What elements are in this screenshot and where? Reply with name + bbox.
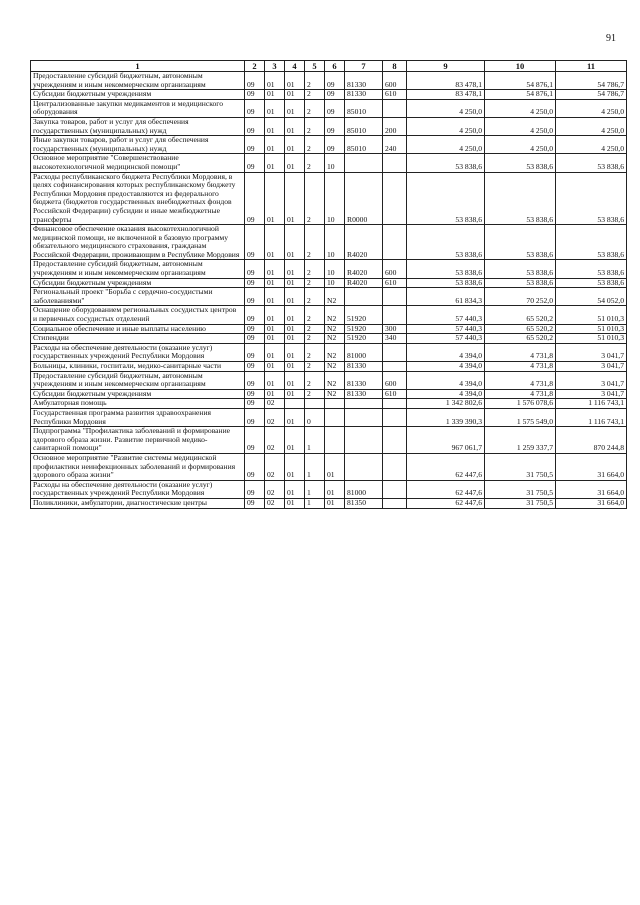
row-name-cell: Амбулаторная помощь	[31, 399, 245, 409]
expense-type-cell: 600	[383, 371, 407, 389]
section-code-cell: 09	[245, 72, 265, 90]
event-code-cell: 09	[325, 136, 345, 154]
amount-year1-cell: 4 250,0	[407, 136, 485, 154]
amount-year2-cell: 31 750,5	[485, 453, 556, 480]
amount-year1-cell: 1 339 390,3	[407, 408, 485, 426]
amount-year1-cell: 1 342 802,6	[407, 399, 485, 409]
table-row	[31, 427, 627, 454]
expense-type-cell: 610	[383, 389, 407, 399]
subsection-code-cell: 01	[265, 362, 285, 372]
subprogram-code-cell: 2	[305, 260, 325, 278]
amount-year3-cell: 870 244,8	[556, 427, 627, 454]
subprogram-code-cell: 2	[305, 324, 325, 334]
section-code-cell: 09	[245, 427, 265, 454]
table-row	[31, 225, 627, 260]
column-header: 9	[407, 61, 485, 72]
row-name-cell: Предоставление субсидий бюджетным, автономным учреждениям и иным некоммерческим организациям	[31, 72, 245, 90]
program-code-cell: 01	[285, 288, 305, 306]
subsection-code-cell: 01	[265, 324, 285, 334]
section-code-cell: 09	[245, 225, 265, 260]
amount-year1-cell: 57 440,3	[407, 334, 485, 344]
direction-code-cell: 81330	[345, 389, 383, 399]
program-code-cell: 01	[285, 136, 305, 154]
subsection-code-cell: 01	[265, 306, 285, 324]
table-row	[31, 72, 627, 90]
program-code-cell: 01	[285, 225, 305, 260]
event-code-cell: 09	[325, 90, 345, 100]
column-header: 10	[485, 61, 556, 72]
amount-year1-cell: 53 838,6	[407, 172, 485, 225]
amount-year3-cell: 53 838,6	[556, 172, 627, 225]
subsection-code-cell: 01	[265, 260, 285, 278]
amount-year1-cell: 4 394,0	[407, 371, 485, 389]
amount-year2-cell: 4 250,0	[485, 117, 556, 135]
program-code-cell: 01	[285, 408, 305, 426]
subsection-code-cell: 01	[265, 334, 285, 344]
column-header: 1	[31, 61, 245, 72]
direction-code-cell	[345, 427, 383, 454]
table-row	[31, 343, 627, 361]
amount-year3-cell: 31 664,0	[556, 453, 627, 480]
amount-year2-cell: 65 520,2	[485, 306, 556, 324]
subprogram-code-cell: 2	[305, 117, 325, 135]
column-header: 8	[383, 61, 407, 72]
amount-year3-cell: 3 041,7	[556, 389, 627, 399]
table-row	[31, 371, 627, 389]
amount-year1-cell: 4 250,0	[407, 99, 485, 117]
event-code-cell: N2	[325, 288, 345, 306]
amount-year2-cell: 4 250,0	[485, 99, 556, 117]
program-code-cell: 01	[285, 72, 305, 90]
event-code-cell: N2	[325, 334, 345, 344]
amount-year2-cell: 65 520,2	[485, 324, 556, 334]
amount-year3-cell: 31 664,0	[556, 498, 627, 508]
section-code-cell: 09	[245, 399, 265, 409]
amount-year2-cell: 53 838,6	[485, 225, 556, 260]
row-name-cell: Подпрограмма "Профилактика заболеваний и формирование здорового образа жизни. Развитие первичной медико-санитарной помощи"	[31, 427, 245, 454]
amount-year1-cell: 53 838,6	[407, 154, 485, 172]
page-number: 91	[606, 33, 616, 44]
program-code-cell: 01	[285, 480, 305, 498]
amount-year3-cell: 51 010,3	[556, 324, 627, 334]
row-name-cell: Поликлиники, амбулатории, диагностические центры	[31, 498, 245, 508]
program-code-cell: 01	[285, 278, 305, 288]
column-header: 6	[325, 61, 345, 72]
amount-year2-cell: 4 731,8	[485, 362, 556, 372]
expense-type-cell: 610	[383, 90, 407, 100]
expense-type-cell: 610	[383, 278, 407, 288]
subsection-code-cell: 01	[265, 172, 285, 225]
section-code-cell: 09	[245, 371, 265, 389]
expense-type-cell: 300	[383, 324, 407, 334]
section-code-cell: 09	[245, 453, 265, 480]
expense-type-cell: 340	[383, 334, 407, 344]
amount-year1-cell: 83 478,1	[407, 72, 485, 90]
subsection-code-cell: 02	[265, 408, 285, 426]
row-name-cell: Расходы республиканского бюджета Республики Мордовия, в целях софинансирования которых республиканскому бюджету Республики Мордовия предоставляются из федерального бюджета (бюджетов государственных внебюджетных фондов Российской Федерации) субсидии и иные межбюджетные трансферты	[31, 172, 245, 225]
amount-year1-cell: 61 834,3	[407, 288, 485, 306]
budget-table	[30, 60, 627, 509]
event-code-cell: 10	[325, 260, 345, 278]
amount-year1-cell: 53 838,6	[407, 278, 485, 288]
program-code-cell: 01	[285, 334, 305, 344]
expense-type-cell	[383, 408, 407, 426]
amount-year3-cell: 53 838,6	[556, 225, 627, 260]
direction-code-cell: 51920	[345, 306, 383, 324]
subprogram-code-cell: 2	[305, 136, 325, 154]
amount-year3-cell: 4 250,0	[556, 99, 627, 117]
amount-year2-cell: 70 252,0	[485, 288, 556, 306]
subsection-code-cell: 01	[265, 117, 285, 135]
column-header: 3	[265, 61, 285, 72]
amount-year3-cell: 51 010,3	[556, 334, 627, 344]
expense-type-cell	[383, 154, 407, 172]
direction-code-cell	[345, 408, 383, 426]
amount-year3-cell: 4 250,0	[556, 136, 627, 154]
subprogram-code-cell: 2	[305, 371, 325, 389]
expense-type-cell	[383, 498, 407, 508]
direction-code-cell	[345, 399, 383, 409]
subprogram-code-cell: 2	[305, 362, 325, 372]
row-name-cell: Расходы на обеспечение деятельности (оказание услуг) государственных учреждений Республики Мордовия	[31, 343, 245, 361]
subprogram-code-cell	[305, 399, 325, 409]
amount-year3-cell: 51 010,3	[556, 306, 627, 324]
expense-type-cell	[383, 306, 407, 324]
amount-year2-cell: 53 838,6	[485, 278, 556, 288]
table-row	[31, 498, 627, 508]
row-name-cell: Субсидии бюджетным учреждениям	[31, 278, 245, 288]
row-name-cell: Основное мероприятие "Развитие системы медицинской профилактики неинфекционных заболеваний и формирования здорового образа жизни"	[31, 453, 245, 480]
amount-year2-cell: 4 250,0	[485, 136, 556, 154]
row-name-cell: Оснащение оборудованием региональных сосудистых центров и первичных сосудистых отделений	[31, 306, 245, 324]
amount-year1-cell: 53 838,6	[407, 260, 485, 278]
amount-year2-cell: 31 750,5	[485, 480, 556, 498]
table-row	[31, 362, 627, 372]
event-code-cell: 10	[325, 154, 345, 172]
table-row	[31, 260, 627, 278]
event-code-cell: 10	[325, 278, 345, 288]
amount-year1-cell: 62 447,6	[407, 498, 485, 508]
row-name-cell: Основное мероприятие "Совершенствование высокотехнологичной медицинской помощи"	[31, 154, 245, 172]
section-code-cell: 09	[245, 498, 265, 508]
amount-year2-cell: 1 575 549,0	[485, 408, 556, 426]
section-code-cell: 09	[245, 306, 265, 324]
amount-year3-cell: 53 838,6	[556, 154, 627, 172]
table-header-row	[31, 61, 627, 72]
subprogram-code-cell: 2	[305, 343, 325, 361]
direction-code-cell: 81330	[345, 72, 383, 90]
section-code-cell: 09	[245, 343, 265, 361]
row-name-cell: Централизованные закупки медикаментов и медицинского оборудования	[31, 99, 245, 117]
event-code-cell	[325, 427, 345, 454]
amount-year3-cell: 54 786,7	[556, 90, 627, 100]
event-code-cell: N2	[325, 324, 345, 334]
amount-year1-cell: 57 440,3	[407, 324, 485, 334]
amount-year1-cell: 53 838,6	[407, 225, 485, 260]
table-row	[31, 99, 627, 117]
amount-year3-cell: 53 838,6	[556, 278, 627, 288]
section-code-cell: 09	[245, 408, 265, 426]
amount-year3-cell: 3 041,7	[556, 371, 627, 389]
event-code-cell: 09	[325, 99, 345, 117]
amount-year3-cell: 1 116 743,1	[556, 399, 627, 409]
subprogram-code-cell: 0	[305, 408, 325, 426]
section-code-cell: 09	[245, 278, 265, 288]
column-header: 7	[345, 61, 383, 72]
column-header: 2	[245, 61, 265, 72]
row-name-cell: Субсидии бюджетным учреждениям	[31, 389, 245, 399]
subprogram-code-cell: 2	[305, 306, 325, 324]
amount-year2-cell: 53 838,6	[485, 260, 556, 278]
amount-year2-cell: 65 520,2	[485, 334, 556, 344]
amount-year3-cell: 54 052,0	[556, 288, 627, 306]
table-body	[31, 72, 627, 509]
event-code-cell: 09	[325, 117, 345, 135]
subprogram-code-cell: 2	[305, 334, 325, 344]
expense-type-cell	[383, 480, 407, 498]
program-code-cell: 01	[285, 154, 305, 172]
row-name-cell: Предоставление субсидий бюджетным, автономным учреждениям и иным некоммерческим организациям	[31, 371, 245, 389]
section-code-cell: 09	[245, 480, 265, 498]
column-header: 11	[556, 61, 627, 72]
amount-year2-cell: 1 259 337,7	[485, 427, 556, 454]
expense-type-cell	[383, 172, 407, 225]
table-row	[31, 172, 627, 225]
table-row	[31, 117, 627, 135]
subprogram-code-cell: 1	[305, 480, 325, 498]
subprogram-code-cell: 2	[305, 154, 325, 172]
program-code-cell: 01	[285, 343, 305, 361]
program-code-cell: 01	[285, 453, 305, 480]
subsection-code-cell: 02	[265, 427, 285, 454]
expense-type-cell	[383, 427, 407, 454]
expense-type-cell: 600	[383, 260, 407, 278]
subsection-code-cell: 01	[265, 389, 285, 399]
amount-year1-cell: 4 394,0	[407, 362, 485, 372]
amount-year3-cell: 4 250,0	[556, 117, 627, 135]
subsection-code-cell: 01	[265, 154, 285, 172]
subsection-code-cell: 01	[265, 136, 285, 154]
subprogram-code-cell: 2	[305, 225, 325, 260]
amount-year2-cell: 54 876,1	[485, 72, 556, 90]
amount-year3-cell: 1 116 743,1	[556, 408, 627, 426]
direction-code-cell: R0000	[345, 172, 383, 225]
amount-year3-cell: 53 838,6	[556, 260, 627, 278]
direction-code-cell: 85010	[345, 136, 383, 154]
direction-code-cell: 51920	[345, 324, 383, 334]
expense-type-cell	[383, 288, 407, 306]
subprogram-code-cell: 1	[305, 453, 325, 480]
program-code-cell: 01	[285, 260, 305, 278]
program-code-cell: 01	[285, 498, 305, 508]
amount-year2-cell: 4 731,8	[485, 389, 556, 399]
program-code-cell: 01	[285, 371, 305, 389]
amount-year2-cell: 53 838,6	[485, 172, 556, 225]
section-code-cell: 09	[245, 288, 265, 306]
table-row	[31, 136, 627, 154]
column-header: 4	[285, 61, 305, 72]
expense-type-cell	[383, 99, 407, 117]
table-row	[31, 90, 627, 100]
subsection-code-cell: 01	[265, 225, 285, 260]
amount-year2-cell: 53 838,6	[485, 154, 556, 172]
expense-type-cell	[383, 343, 407, 361]
subprogram-code-cell: 2	[305, 278, 325, 288]
event-code-cell: 10	[325, 225, 345, 260]
row-name-cell: Государственная программа развития здравоохранения Республики Мордовия	[31, 408, 245, 426]
amount-year1-cell: 967 061,7	[407, 427, 485, 454]
direction-code-cell: 81350	[345, 498, 383, 508]
amount-year1-cell: 4 250,0	[407, 117, 485, 135]
program-code-cell: 01	[285, 324, 305, 334]
subprogram-code-cell: 2	[305, 288, 325, 306]
subsection-code-cell: 01	[265, 278, 285, 288]
table-row	[31, 154, 627, 172]
subsection-code-cell: 02	[265, 480, 285, 498]
direction-code-cell: R4020	[345, 225, 383, 260]
row-name-cell: Расходы на обеспечение деятельности (оказание услуг) государственных учреждений Республики Мордовия	[31, 480, 245, 498]
subsection-code-cell: 01	[265, 72, 285, 90]
amount-year1-cell: 4 394,0	[407, 343, 485, 361]
subsection-code-cell: 01	[265, 99, 285, 117]
subsection-code-cell: 01	[265, 288, 285, 306]
amount-year2-cell: 4 731,8	[485, 343, 556, 361]
expense-type-cell	[383, 399, 407, 409]
program-code-cell: 01	[285, 427, 305, 454]
expense-type-cell	[383, 453, 407, 480]
section-code-cell: 09	[245, 260, 265, 278]
direction-code-cell: R4020	[345, 278, 383, 288]
direction-code-cell: R4020	[345, 260, 383, 278]
table-row	[31, 288, 627, 306]
program-code-cell: 01	[285, 90, 305, 100]
expense-type-cell: 600	[383, 72, 407, 90]
table-row	[31, 306, 627, 324]
section-code-cell: 09	[245, 136, 265, 154]
direction-code-cell: 81000	[345, 343, 383, 361]
row-name-cell: Больницы, клиники, госпитали, медико-санитарные части	[31, 362, 245, 372]
event-code-cell: 01	[325, 453, 345, 480]
row-name-cell: Закупка товаров, работ и услуг для обеспечения государственных (муниципальных) нужд	[31, 117, 245, 135]
subprogram-code-cell: 2	[305, 90, 325, 100]
event-code-cell: 01	[325, 498, 345, 508]
subprogram-code-cell: 1	[305, 498, 325, 508]
row-name-cell: Субсидии бюджетным учреждениям	[31, 90, 245, 100]
direction-code-cell	[345, 453, 383, 480]
row-name-cell: Финансовое обеспечение оказания высокотехнологичной медицинской помощи, не включенной в базовую программу обязательного медицинского страхования, гражданам Российской Федерации, проживающим в Республике Мордовия	[31, 225, 245, 260]
amount-year1-cell: 4 394,0	[407, 389, 485, 399]
event-code-cell: 10	[325, 172, 345, 225]
event-code-cell	[325, 408, 345, 426]
row-name-cell: Региональный проект "Борьба с сердечно-сосудистыми заболеваниями"	[31, 288, 245, 306]
direction-code-cell	[345, 154, 383, 172]
program-code-cell: 01	[285, 117, 305, 135]
section-code-cell: 09	[245, 362, 265, 372]
subprogram-code-cell: 2	[305, 72, 325, 90]
amount-year2-cell: 54 876,1	[485, 90, 556, 100]
column-header: 5	[305, 61, 325, 72]
direction-code-cell	[345, 288, 383, 306]
direction-code-cell: 85010	[345, 99, 383, 117]
subprogram-code-cell: 2	[305, 389, 325, 399]
section-code-cell: 09	[245, 90, 265, 100]
section-code-cell: 09	[245, 117, 265, 135]
amount-year1-cell: 57 440,3	[407, 306, 485, 324]
table-row	[31, 480, 627, 498]
expense-type-cell	[383, 362, 407, 372]
section-code-cell: 09	[245, 99, 265, 117]
subsection-code-cell: 01	[265, 371, 285, 389]
amount-year2-cell: 1 576 078,6	[485, 399, 556, 409]
section-code-cell: 09	[245, 324, 265, 334]
table-row	[31, 453, 627, 480]
event-code-cell: N2	[325, 343, 345, 361]
row-name-cell: Социальное обеспечение и иные выплаты населению	[31, 324, 245, 334]
program-code-cell: 01	[285, 306, 305, 324]
subprogram-code-cell: 1	[305, 427, 325, 454]
expense-type-cell	[383, 225, 407, 260]
amount-year1-cell: 62 447,6	[407, 480, 485, 498]
direction-code-cell: 81000	[345, 480, 383, 498]
amount-year2-cell: 31 750,5	[485, 498, 556, 508]
row-name-cell: Стипендии	[31, 334, 245, 344]
program-code-cell: 01	[285, 362, 305, 372]
section-code-cell: 09	[245, 389, 265, 399]
expense-type-cell: 200	[383, 117, 407, 135]
table-row	[31, 334, 627, 344]
event-code-cell: N2	[325, 362, 345, 372]
amount-year3-cell: 3 041,7	[556, 362, 627, 372]
direction-code-cell: 81330	[345, 90, 383, 100]
expense-type-cell: 240	[383, 136, 407, 154]
event-code-cell: N2	[325, 389, 345, 399]
program-code-cell: 01	[285, 99, 305, 117]
amount-year1-cell: 62 447,6	[407, 453, 485, 480]
section-code-cell: 09	[245, 172, 265, 225]
program-code-cell: 01	[285, 389, 305, 399]
amount-year3-cell: 31 664,0	[556, 480, 627, 498]
amount-year3-cell: 54 786,7	[556, 72, 627, 90]
subsection-code-cell: 02	[265, 399, 285, 409]
program-code-cell: 01	[285, 172, 305, 225]
section-code-cell: 09	[245, 154, 265, 172]
event-code-cell	[325, 399, 345, 409]
direction-code-cell: 51920	[345, 334, 383, 344]
row-name-cell: Иные закупки товаров, работ и услуг для обеспечения государственных (муниципальных) нужд	[31, 136, 245, 154]
direction-code-cell: 81330	[345, 371, 383, 389]
table-row	[31, 408, 627, 426]
subsection-code-cell: 01	[265, 343, 285, 361]
amount-year2-cell: 4 731,8	[485, 371, 556, 389]
event-code-cell: 09	[325, 72, 345, 90]
amount-year1-cell: 83 478,1	[407, 90, 485, 100]
event-code-cell: N2	[325, 306, 345, 324]
program-code-cell	[285, 399, 305, 409]
direction-code-cell: 85010	[345, 117, 383, 135]
section-code-cell: 09	[245, 334, 265, 344]
subsection-code-cell: 02	[265, 498, 285, 508]
event-code-cell: 01	[325, 480, 345, 498]
row-name-cell: Предоставление субсидий бюджетным, автономным учреждениям и иным некоммерческим организациям	[31, 260, 245, 278]
subsection-code-cell: 02	[265, 453, 285, 480]
direction-code-cell: 81330	[345, 362, 383, 372]
subsection-code-cell: 01	[265, 90, 285, 100]
subprogram-code-cell: 2	[305, 172, 325, 225]
event-code-cell: N2	[325, 371, 345, 389]
subprogram-code-cell: 2	[305, 99, 325, 117]
amount-year3-cell: 3 041,7	[556, 343, 627, 361]
